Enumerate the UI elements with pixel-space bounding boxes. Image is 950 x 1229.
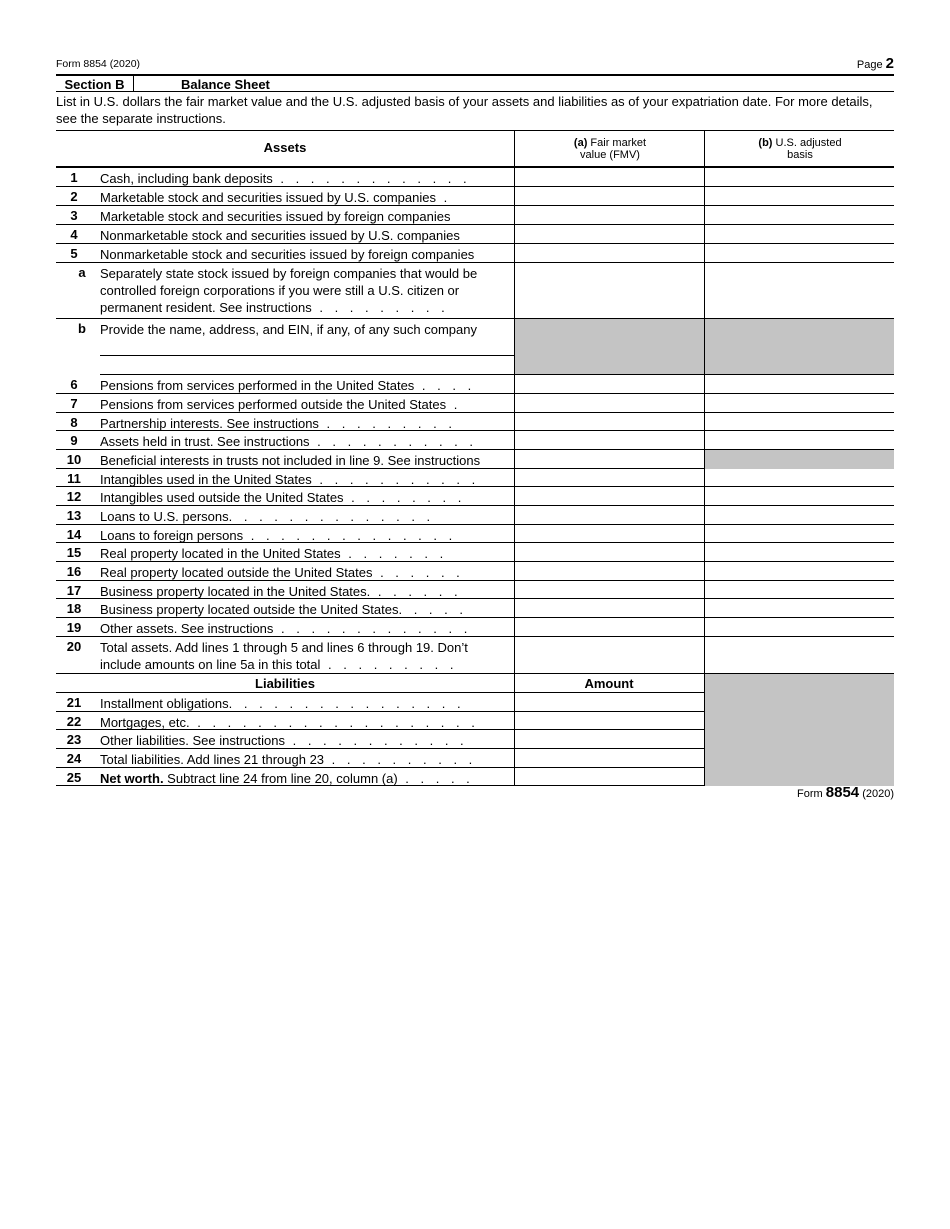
col-a-label xyxy=(515,137,705,161)
line-text: Mortgages, etc. xyxy=(100,715,190,730)
line-description xyxy=(100,583,512,600)
fmv-input[interactable] xyxy=(514,187,704,206)
line-description xyxy=(100,433,512,450)
amount-input[interactable] xyxy=(514,712,704,730)
line-17-row xyxy=(56,581,894,599)
line-description xyxy=(100,265,512,316)
line-description xyxy=(100,377,512,394)
line-4-row xyxy=(56,225,894,244)
liabilities-heading: Liabilities xyxy=(255,676,315,691)
line-number: 3 xyxy=(70,208,78,223)
fmv-input[interactable] xyxy=(514,618,704,637)
basis-input[interactable] xyxy=(704,637,894,674)
basis-input[interactable] xyxy=(704,599,894,618)
col-a-header xyxy=(514,131,704,168)
line-description xyxy=(100,452,512,469)
basis-input[interactable] xyxy=(704,618,894,637)
line-number: 12 xyxy=(66,489,82,504)
line-text: Nonmarketable stock and securities issued by U.S. companies xyxy=(100,228,460,243)
basis-input[interactable] xyxy=(704,506,894,525)
basis-input[interactable] xyxy=(704,206,894,225)
leader-dots: . . . . . . . xyxy=(340,546,448,561)
liabilities-header-row xyxy=(56,674,894,693)
line-text: Real property located outside the United States xyxy=(100,565,373,580)
line-text: Marketable stock and securities issued by U.S. companies xyxy=(100,190,436,205)
line-number: 23 xyxy=(66,732,82,747)
line-5-row xyxy=(56,244,894,263)
line-description xyxy=(100,321,512,338)
line-1-row xyxy=(56,168,894,187)
line-description xyxy=(100,246,512,263)
line-11-row xyxy=(56,469,894,487)
line-letter: a xyxy=(78,265,86,280)
line-description xyxy=(100,471,512,488)
line-23-row xyxy=(56,730,894,749)
line-12-row xyxy=(56,487,894,506)
section-heading xyxy=(56,74,894,92)
leader-dots: . . . . . . . . . . . . . . . . xyxy=(228,696,465,711)
line-description xyxy=(100,415,512,432)
line-text: Provide the name, address, and EIN, if any, of any such company xyxy=(100,322,477,337)
page-label: Page xyxy=(856,59,883,71)
line-description xyxy=(100,601,512,618)
line-description xyxy=(100,751,512,768)
company-info-line-1[interactable] xyxy=(100,355,514,356)
basis-input[interactable] xyxy=(704,431,894,450)
footer-prefix: Form xyxy=(797,788,826,800)
col-a-letter: (a) xyxy=(573,137,588,149)
basis-input[interactable] xyxy=(704,168,894,187)
page-num: 2 xyxy=(885,55,894,72)
basis-input[interactable] xyxy=(704,394,894,413)
net-worth-label: Net worth. xyxy=(100,771,164,786)
line-9-row xyxy=(56,431,894,450)
col-a-text: Fair market xyxy=(587,137,647,149)
line-number: 18 xyxy=(66,601,82,616)
fmv-input[interactable] xyxy=(514,225,704,244)
basis-input[interactable] xyxy=(704,413,894,431)
col-b-label xyxy=(705,137,895,161)
basis-input[interactable] xyxy=(704,562,894,581)
basis-input[interactable] xyxy=(704,244,894,263)
line-number: 13 xyxy=(66,508,82,523)
line-number: 24 xyxy=(66,751,82,766)
line-description xyxy=(100,189,512,206)
line-text: Intangibles used outside the United States xyxy=(100,490,344,505)
line-19-row xyxy=(56,618,894,637)
leader-dots: . . . . . . . . . . xyxy=(324,752,477,767)
line-8-row xyxy=(56,413,894,431)
leader-dots: . . . . . . . . . xyxy=(311,300,449,315)
line-description xyxy=(100,208,512,225)
fmv-input[interactable] xyxy=(514,599,704,618)
line-text: Partnership interests. See instructions xyxy=(100,416,319,431)
line-24-row xyxy=(56,749,894,768)
line-number: 9 xyxy=(70,433,78,448)
line-6-row xyxy=(56,375,894,394)
line-description xyxy=(100,620,512,637)
amount-input[interactable] xyxy=(514,749,704,768)
col-b-text: U.S. adjusted xyxy=(772,137,842,149)
line-number: 6 xyxy=(70,377,78,392)
basis-input[interactable] xyxy=(704,525,894,543)
footer-form-number: 8854 xyxy=(825,784,860,801)
line-5b-row xyxy=(56,319,894,375)
line-13-row xyxy=(56,506,894,525)
line-14-row xyxy=(56,525,894,543)
leader-dots: . . . . . . xyxy=(372,565,464,580)
line-number: 11 xyxy=(67,471,81,486)
line-description xyxy=(100,527,512,544)
fmv-input[interactable] xyxy=(514,525,704,543)
line-text: Nonmarketable stock and securities issued by foreign companies xyxy=(100,247,475,262)
line-3-row xyxy=(56,206,894,225)
basis-input[interactable] xyxy=(704,225,894,244)
column-header-row xyxy=(56,131,894,168)
shaded-cell xyxy=(704,674,894,693)
fmv-input[interactable] xyxy=(514,637,704,674)
line-description xyxy=(100,639,512,673)
col-a-text2: value (FMV) xyxy=(580,149,640,161)
line-number: 17 xyxy=(66,583,82,598)
line-2-row xyxy=(56,187,894,206)
line-text: Assets held in trust. See instructions xyxy=(100,434,310,449)
line-number: 7 xyxy=(70,396,78,411)
line-text: Loans to foreign persons xyxy=(100,528,244,543)
shaded-cell xyxy=(514,319,704,375)
line-number: 10 xyxy=(66,452,82,467)
fmv-input[interactable] xyxy=(514,562,704,581)
fmv-input[interactable] xyxy=(514,487,704,506)
line-description xyxy=(100,695,512,712)
line-7-row xyxy=(56,394,894,413)
basis-input[interactable] xyxy=(704,375,894,394)
line-description xyxy=(100,489,512,506)
col-b-header xyxy=(704,131,894,168)
fmv-input[interactable] xyxy=(514,581,704,599)
amount-input[interactable] xyxy=(514,693,704,712)
form-id: Form 8854 (2020) xyxy=(56,58,141,70)
fmv-input[interactable] xyxy=(514,469,704,487)
line-20-row xyxy=(56,637,894,674)
line-letter: b xyxy=(78,321,86,336)
line-16-row xyxy=(56,562,894,581)
amount-heading: Amount xyxy=(584,676,634,691)
line-text: Installment obligations xyxy=(100,696,229,711)
line-number: 25 xyxy=(66,770,82,785)
leader-dots: . . . . . . . . . . . . xyxy=(284,733,468,748)
fmv-input[interactable] xyxy=(514,543,704,562)
col-b-text2: basis xyxy=(787,149,813,161)
leader-dots: . . . . . . xyxy=(370,584,462,599)
amount-input[interactable] xyxy=(514,768,704,786)
leader-dots: . . . . . . . . . xyxy=(318,416,456,431)
leader-dots: . . . . . . . . . xyxy=(320,657,458,672)
line-description xyxy=(100,732,512,749)
line-25-row xyxy=(56,768,894,786)
fmv-input[interactable] xyxy=(514,394,704,413)
line-text: Total liabilities. Add lines 21 through 23 xyxy=(100,752,325,767)
line-21-row xyxy=(56,693,894,712)
leader-dots: . xyxy=(446,397,462,412)
line-description xyxy=(100,770,512,787)
line-number: 8 xyxy=(70,415,78,430)
leader-dots: . . . . . . . . . . . xyxy=(309,434,478,449)
basis-input[interactable] xyxy=(704,187,894,206)
line-description xyxy=(100,396,512,413)
assets-heading: Assets xyxy=(263,140,307,155)
page-header xyxy=(56,55,894,74)
line-15-row xyxy=(56,543,894,562)
leader-dots: . . . . . . . . . . . . . xyxy=(272,171,471,186)
leader-dots: . . . . . . . . . . . . . . . . . . . xyxy=(189,715,479,730)
line-text: Real property located in the United States xyxy=(100,546,341,561)
line-description xyxy=(100,170,512,187)
line-text: Pensions from services performed outside the United States xyxy=(100,397,447,412)
fmv-input[interactable] xyxy=(514,244,704,263)
line-text: Other assets. See instructions xyxy=(100,621,274,636)
line-number: 21 xyxy=(66,695,82,710)
line-number: 16 xyxy=(66,564,82,579)
shaded-cell xyxy=(704,730,894,749)
shaded-cell xyxy=(704,693,894,712)
line-text: Cash, including bank deposits xyxy=(100,171,273,186)
leader-dots: . . . . . . . . . . . . . . xyxy=(228,509,435,524)
section-tag: Section B xyxy=(56,76,134,92)
basis-input[interactable] xyxy=(704,487,894,506)
leader-dots: . . . . xyxy=(414,378,476,393)
section-title: Balance Sheet xyxy=(181,77,270,92)
line-number: 5 xyxy=(70,246,78,261)
line-description xyxy=(100,508,512,525)
fmv-input[interactable] xyxy=(514,263,704,319)
shaded-cell xyxy=(704,319,894,375)
basis-input[interactable] xyxy=(704,581,894,599)
line-text: Intangibles used in the United States xyxy=(100,472,312,487)
line-number: 14 xyxy=(66,527,82,542)
line-text: Subtract line 24 from line 20, column (a) xyxy=(163,771,398,786)
fmv-input[interactable] xyxy=(514,431,704,450)
line-number: 20 xyxy=(66,639,82,654)
line-number: 22 xyxy=(66,714,82,729)
basis-input[interactable] xyxy=(704,469,894,487)
basis-input[interactable] xyxy=(704,543,894,562)
line-10-row xyxy=(56,450,894,469)
line-text: Total assets. Add lines 1 through 5 and lines 6 through 19. Don’t include amounts on line 5a in this total xyxy=(100,640,468,672)
line-description xyxy=(100,564,512,581)
fmv-input[interactable] xyxy=(514,413,704,431)
shaded-cell xyxy=(704,749,894,768)
leader-dots: . . . . . xyxy=(398,602,467,617)
line-number: 15 xyxy=(66,545,82,560)
leader-dots: . xyxy=(436,190,452,205)
shaded-cell xyxy=(704,450,894,469)
line-text: Loans to U.S. persons xyxy=(100,509,229,524)
intro-text: List in U.S. dollars the fair market value and the U.S. adjusted basis of your assets and liabilities as of your expatriation date. For more details, see the separate instructions. xyxy=(56,94,873,126)
leader-dots: . . . . . xyxy=(397,771,474,786)
line-text: Separately state stock issued by foreign companies that would be controlled foreign corporations if you were still a U.S. citizen or permanent resident. See instructions xyxy=(100,266,478,315)
footer-year: (2020) xyxy=(859,788,894,800)
line-text: Business property located in the United States. xyxy=(100,584,371,599)
line-text: Marketable stock and securities issued by foreign companies xyxy=(100,209,451,224)
fmv-input[interactable] xyxy=(514,506,704,525)
line-description xyxy=(100,545,512,562)
line-number: 4 xyxy=(70,227,78,242)
line-number: 19 xyxy=(66,620,82,635)
fmv-input[interactable] xyxy=(514,168,704,187)
balance-sheet-table xyxy=(56,130,894,786)
amount-input[interactable] xyxy=(514,730,704,749)
line-text: Other liabilities. See instructions xyxy=(100,733,285,748)
line-22-row xyxy=(56,712,894,730)
line-text: Pensions from services performed in the United States xyxy=(100,378,415,393)
page-number xyxy=(857,55,894,72)
leader-dots: . . . . . . . . . . . . . . xyxy=(243,528,457,543)
line-number: 1 xyxy=(70,170,78,185)
line-description xyxy=(100,714,512,731)
leader-dots: . . . . . . . . . . . xyxy=(311,472,480,487)
leader-dots: . . . . . . . . . . . . . xyxy=(273,621,472,636)
basis-input[interactable] xyxy=(704,263,894,319)
line-number: 2 xyxy=(70,189,78,204)
shaded-cell xyxy=(704,712,894,730)
fmv-input[interactable] xyxy=(514,206,704,225)
fmv-input[interactable] xyxy=(514,375,704,394)
line-18-row xyxy=(56,599,894,618)
line-description xyxy=(100,227,512,244)
line-text: Beneficial interests in trusts not included in line 9. See instructions xyxy=(100,453,481,468)
page-footer xyxy=(797,784,894,801)
line-5a-row xyxy=(56,263,894,319)
line-text: Business property located outside the United States xyxy=(100,602,399,617)
leader-dots: . . . . . . . . xyxy=(343,490,466,505)
col-b-letter: (b) xyxy=(758,137,773,149)
fmv-input[interactable] xyxy=(514,450,704,469)
